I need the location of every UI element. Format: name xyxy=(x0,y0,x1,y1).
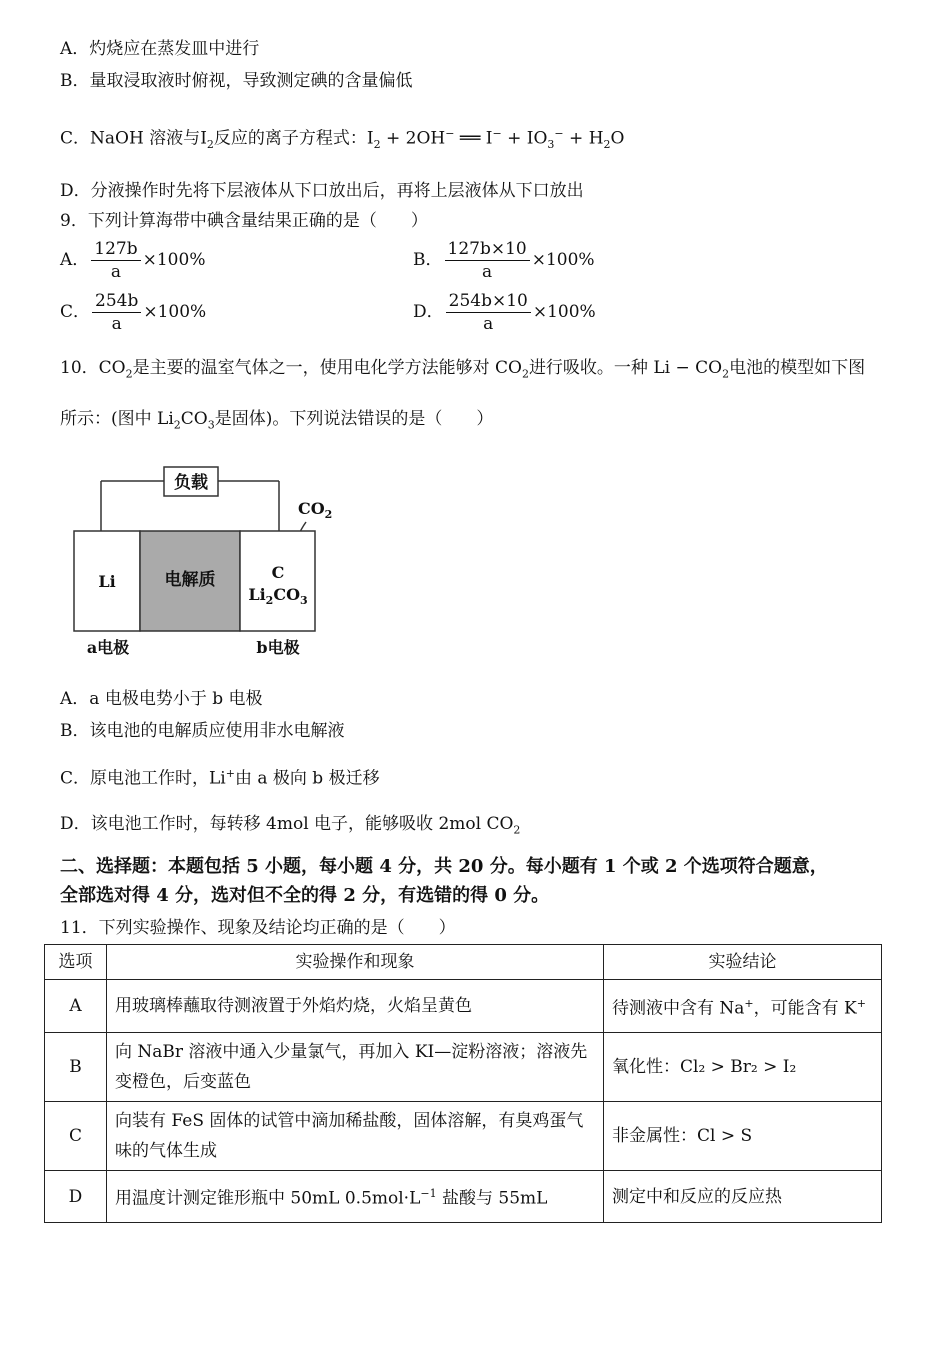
q8-option-b: B．量取浸取液时俯视，导致测定碘的含量偏低 xyxy=(60,71,413,91)
row-operation: 用温度计测定锥形瓶中 50mL $0.5mol\cdot L^{-1}$ 盐酸与 55mL xyxy=(107,1171,604,1223)
row-option: A xyxy=(45,980,107,1033)
q9-option-d: D． $\frac{254b\times 10}{a}$ ×100% xyxy=(413,291,596,334)
q11-stem: 11．下列实验操作、现象及结论均正确的是（ ） xyxy=(60,918,456,938)
header-operation: 实验操作和现象 xyxy=(107,945,604,980)
q9-option-a: A． $\frac{127b}{a}$ ×100% xyxy=(60,239,206,282)
q8-option-c: C．NaOH 溶液与$I_2$反应的离子方程式：$I_2 + 2OH^-$ ══ $I^- + IO_3^- + H_2O$ xyxy=(60,127,625,152)
c-label: C xyxy=(271,563,285,582)
q10-option-c: C．原电池工作时，Li+由 a 极向 b 极迁移 xyxy=(60,767,380,789)
table-row xyxy=(45,1102,882,1171)
battery-diagram xyxy=(60,460,350,670)
q10-option-a: A．a 电极电势小于 b 电极 xyxy=(60,689,263,709)
q10-stem-line1: 10．$CO_2$是主要的温室气体之一，使用电化学方法能够对 $CO_2$进行吸收。一种 $Li - CO_2$电池的模型如下图 xyxy=(60,358,866,381)
q8-option-a: A．灼烧应在蒸发皿中进行 xyxy=(60,39,260,59)
table-row xyxy=(45,1033,882,1102)
section2-heading-line1: 二、选择题：本题包括 5 小题，每小题 4 分，共 20 分。每小题有 1 个或 2 个选项符合题意， xyxy=(60,856,828,877)
row-conclusion: 氧化性：Cl₂ > Br₂ > I₂ xyxy=(604,1033,882,1102)
a-electrode-label: a电极 xyxy=(86,638,130,657)
li-label: Li xyxy=(98,572,116,591)
table-row xyxy=(45,980,882,1033)
row-conclusion: 待测液中含有 Na+，可能含有 K+ xyxy=(604,980,882,1033)
co2-label: $CO_2$ xyxy=(298,499,333,521)
q9-option-c: C． $\frac{254b}{a}$ ×100% xyxy=(60,291,207,334)
b-electrode-label: b电极 xyxy=(256,638,300,657)
q10-stem-line2: 所示：(图中 $Li_2CO_3$是固体)。下列说法错误的是（ ） xyxy=(60,409,494,432)
q9-option-b: B． $\frac{127b\times 10}{a}$ ×100% xyxy=(413,239,595,282)
q10-option-d: D．该电池工作时，每转移 4mol 电子，能够吸收 2mol $CO_2$ xyxy=(60,814,521,837)
q11-table xyxy=(44,944,882,1223)
table-row xyxy=(45,1171,882,1223)
table-header-row xyxy=(45,945,882,980)
row-operation: 向 NaBr 溶液中通入少量氯气，再加入 KI—淀粉溶液；溶液先 变橙色，后变蓝色 xyxy=(107,1033,604,1102)
load-label: 负载 xyxy=(174,473,208,493)
row-option: C xyxy=(45,1102,107,1171)
li2co3-label: $Li_2CO_3$ xyxy=(248,585,308,607)
header-option: 选项 xyxy=(45,945,107,980)
q9-stem: 9．下列计算海带中碘含量结果正确的是（ ） xyxy=(60,211,428,231)
row-conclusion: 测定中和反应的反应热 xyxy=(604,1171,882,1223)
row-operation: 向装有 FeS 固体的试管中滴加稀盐酸，固体溶解，有臭鸡蛋气 味的气体生成 xyxy=(107,1102,604,1171)
row-option: D xyxy=(45,1171,107,1223)
section2-heading-line2: 全部选对得 4 分，选对但不全的得 2 分，有选错的得 0 分。 xyxy=(60,885,550,906)
row-option: B xyxy=(45,1033,107,1102)
electrolyte-label: 电解质 xyxy=(164,570,216,590)
q10-option-b: B．该电池的电解质应使用非水电解液 xyxy=(60,721,345,741)
header-conclusion: 实验结论 xyxy=(604,945,882,980)
row-operation: 用玻璃棒蘸取待测液置于外焰灼烧，火焰呈黄色 xyxy=(107,980,604,1033)
row-conclusion: 非金属性：Cl > S xyxy=(604,1102,882,1171)
q8-option-d: D．分液操作时先将下层液体从下口放出后，再将上层液体从下口放出 xyxy=(60,181,584,201)
